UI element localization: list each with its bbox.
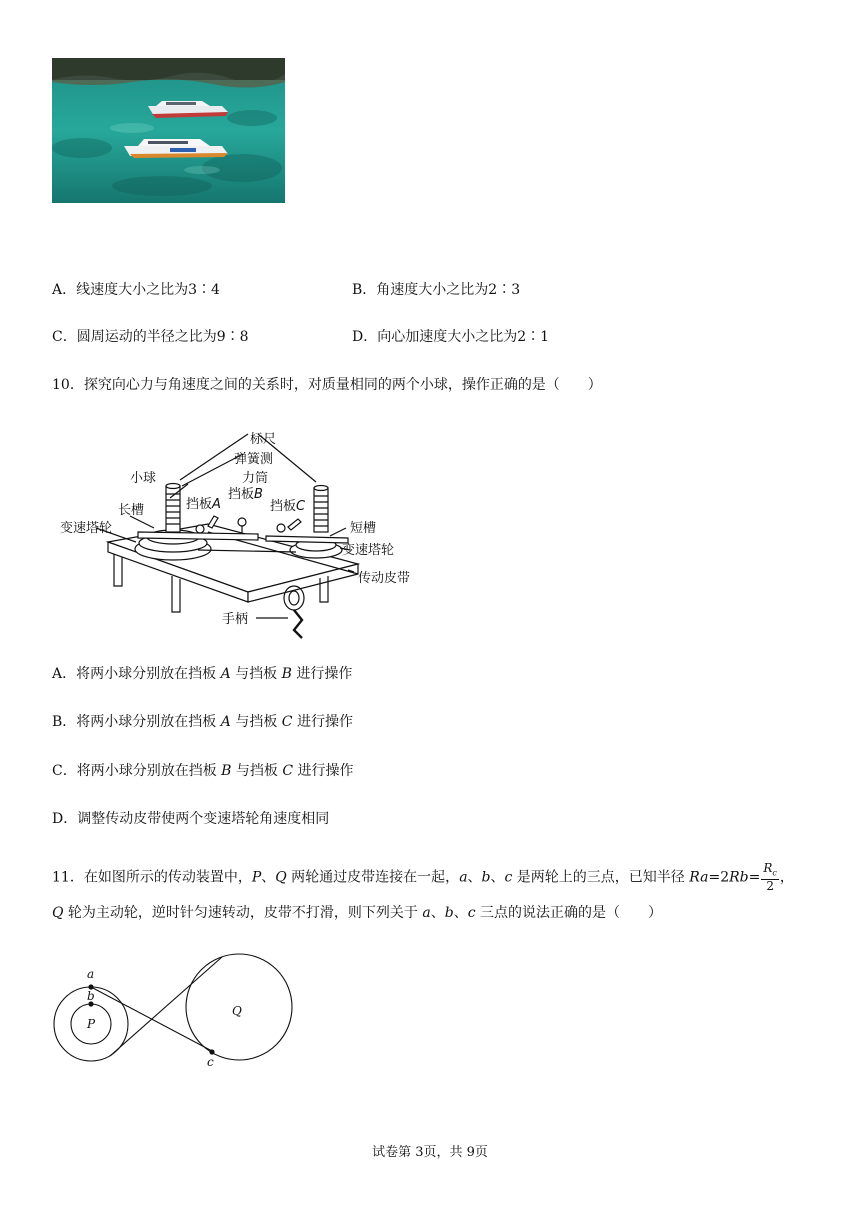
- label-xiaoqiu: 小球: [130, 471, 157, 486]
- q10-stem: 10．探究向心力与角速度之间的关系时，对质量相同的两个小球，操作正确的是（ ）: [52, 377, 602, 393]
- label-a: a: [87, 967, 95, 981]
- label-chuandong: 传动皮带: [358, 571, 411, 586]
- rc-over-2-fraction: $\frac{R_c}{2}$: [763, 861, 777, 894]
- q9-option-d: D．向心加速度大小之比为2∶1: [352, 329, 550, 345]
- q10-option-d: D．调整传动皮带使两个变速塔轮角速度相同: [52, 811, 330, 827]
- q10-option-c: C．将两小球分别放在挡板 B 与挡板 C 进行操作: [52, 763, 354, 779]
- q9-option-a: A．线速度大小之比为3∶4: [52, 282, 220, 298]
- q9-option-c: C．圆周运动的半径之比为9∶8: [52, 329, 249, 345]
- label-duancao: 短槽: [350, 521, 377, 536]
- label-q: Q: [232, 1004, 242, 1018]
- q11-stem-line-1: 11．在如图所示的传动装置中，P、Q 两轮通过皮带连接在一起，a、b、c 是两轮上的三点，已知半径 Ra=2Rb= $\frac{R_c}{2}$ ，: [52, 861, 794, 894]
- label-dangban-b: 挡板B: [228, 487, 263, 502]
- boats-photo: [52, 58, 285, 203]
- label-tanhuang-2: 力筒: [242, 471, 269, 486]
- label-tanhuang-1: 弹簧测: [234, 452, 274, 467]
- label-dangban-c: 挡板C: [270, 499, 306, 514]
- centripetal-apparatus-figure: [58, 424, 438, 639]
- q10-option-a: A．将两小球分别放在挡板 A 与挡板 B 进行操作: [52, 666, 353, 682]
- label-biansu-right: 变速塔轮: [342, 543, 395, 558]
- q9-option-b: B．角速度大小之比为2∶3: [352, 282, 521, 298]
- label-changcao: 长槽: [118, 503, 145, 518]
- label-shoubing: 手柄: [222, 612, 249, 627]
- label-c: c: [207, 1055, 214, 1069]
- q10-option-b: B．将两小球分别放在挡板 A 与挡板 C 进行操作: [52, 714, 353, 730]
- label-biansu-left: 变速塔轮: [60, 521, 113, 536]
- point-c: [209, 1049, 214, 1054]
- label-b: b: [87, 989, 95, 1003]
- label-biaochi: 标尺: [250, 432, 277, 447]
- label-p: P: [87, 1017, 96, 1031]
- belt-transmission-figure: [46, 948, 302, 1076]
- q11-stem-line-2: Q 轮为主动轮，逆时针匀速转动，皮带不打滑，则下列关于 a、b、c 三点的说法正确的是（ ）: [52, 905, 663, 921]
- label-dangban-a: 挡板A: [186, 497, 221, 512]
- page-footer: 试卷第 3页，共 9页: [372, 1145, 488, 1160]
